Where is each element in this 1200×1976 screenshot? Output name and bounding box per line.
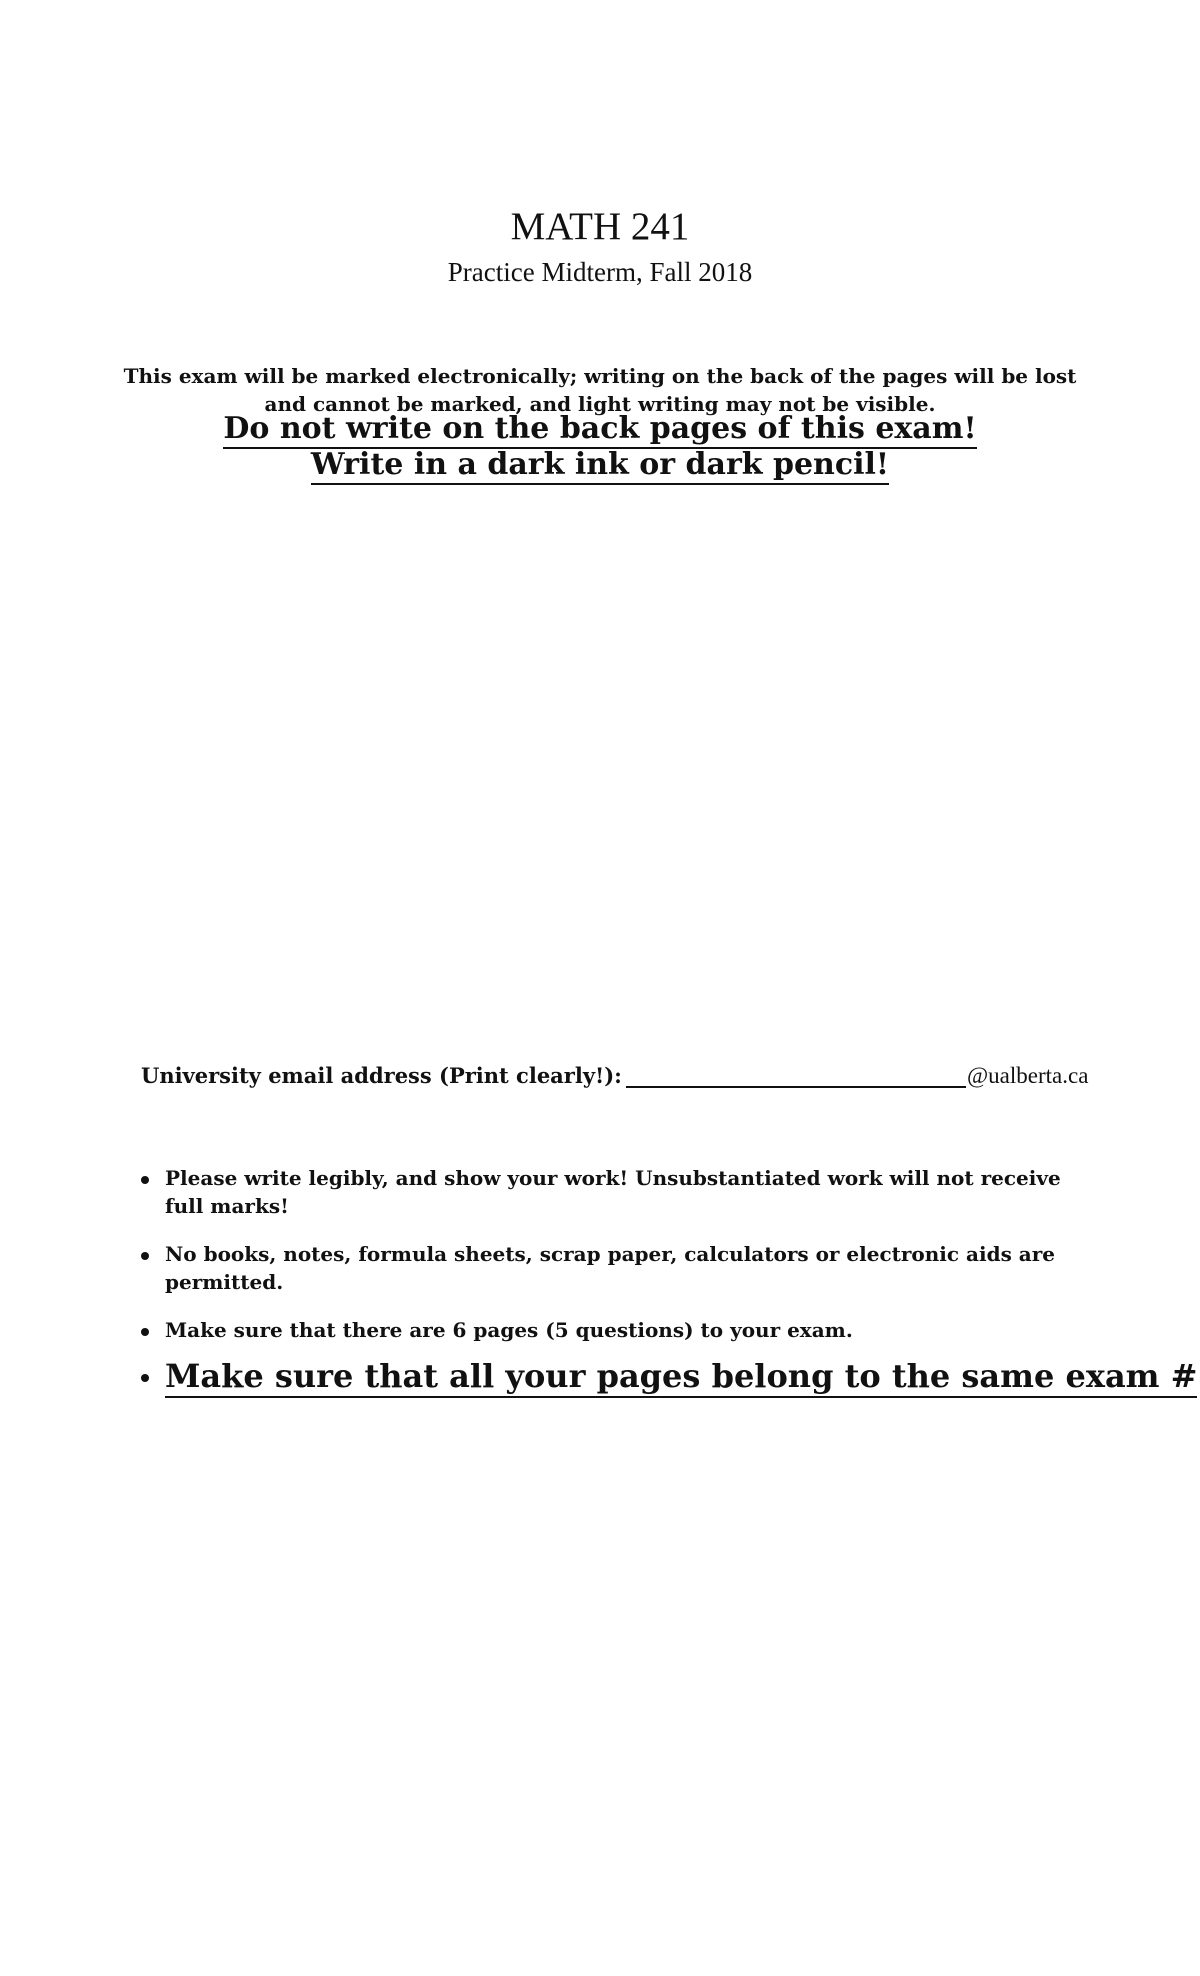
marking-notice-line-2: and cannot be marked, and light writing may not be visible.: [264, 392, 936, 416]
instruction-text: No books, notes, formula sheets, scrap paper, calculators or electronic aids are permitted.: [165, 1242, 1056, 1294]
bullet-icon: [141, 1328, 149, 1336]
instruction-text: Please write legibly, and show your work! Unsubstantiated work will not receive full marks!: [165, 1166, 1061, 1218]
email-label: University email address (Print clearly!):: [141, 1063, 622, 1088]
instruction-text: Make sure that all your pages belong to the same exam #: [165, 1357, 1197, 1398]
list-item: [141, 1354, 1198, 1398]
instruction-text: Make sure that there are 6 pages (5 questions) to your exam.: [165, 1318, 853, 1342]
dark-ink-warning-text: Write in a dark ink or dark pencil!: [311, 447, 889, 485]
back-pages-warning: [0, 411, 1200, 447]
instructions-list: [141, 1164, 1198, 1418]
dark-ink-warning: [0, 447, 1200, 483]
bullet-icon: [141, 1374, 149, 1382]
back-pages-warning-text: Do not write on the back pages of this exam!: [223, 411, 976, 449]
list-item: [141, 1316, 1101, 1344]
email-field[interactable]: [626, 1064, 966, 1088]
email-domain: @ualberta.ca: [967, 1063, 1089, 1088]
bullet-icon: [141, 1176, 149, 1184]
bullet-icon: [141, 1252, 149, 1260]
list-item: [141, 1164, 1101, 1220]
exam-title: MATH 241: [510, 205, 690, 248]
email-row: [141, 1058, 1101, 1094]
marking-notice-line-1: This exam will be marked electronically; writing on the back of the pages will be lost: [123, 364, 1077, 388]
exam-subtitle: Practice Midterm, Fall 2018: [447, 257, 753, 287]
list-item: [141, 1240, 1101, 1296]
marking-notice: [100, 362, 1100, 418]
